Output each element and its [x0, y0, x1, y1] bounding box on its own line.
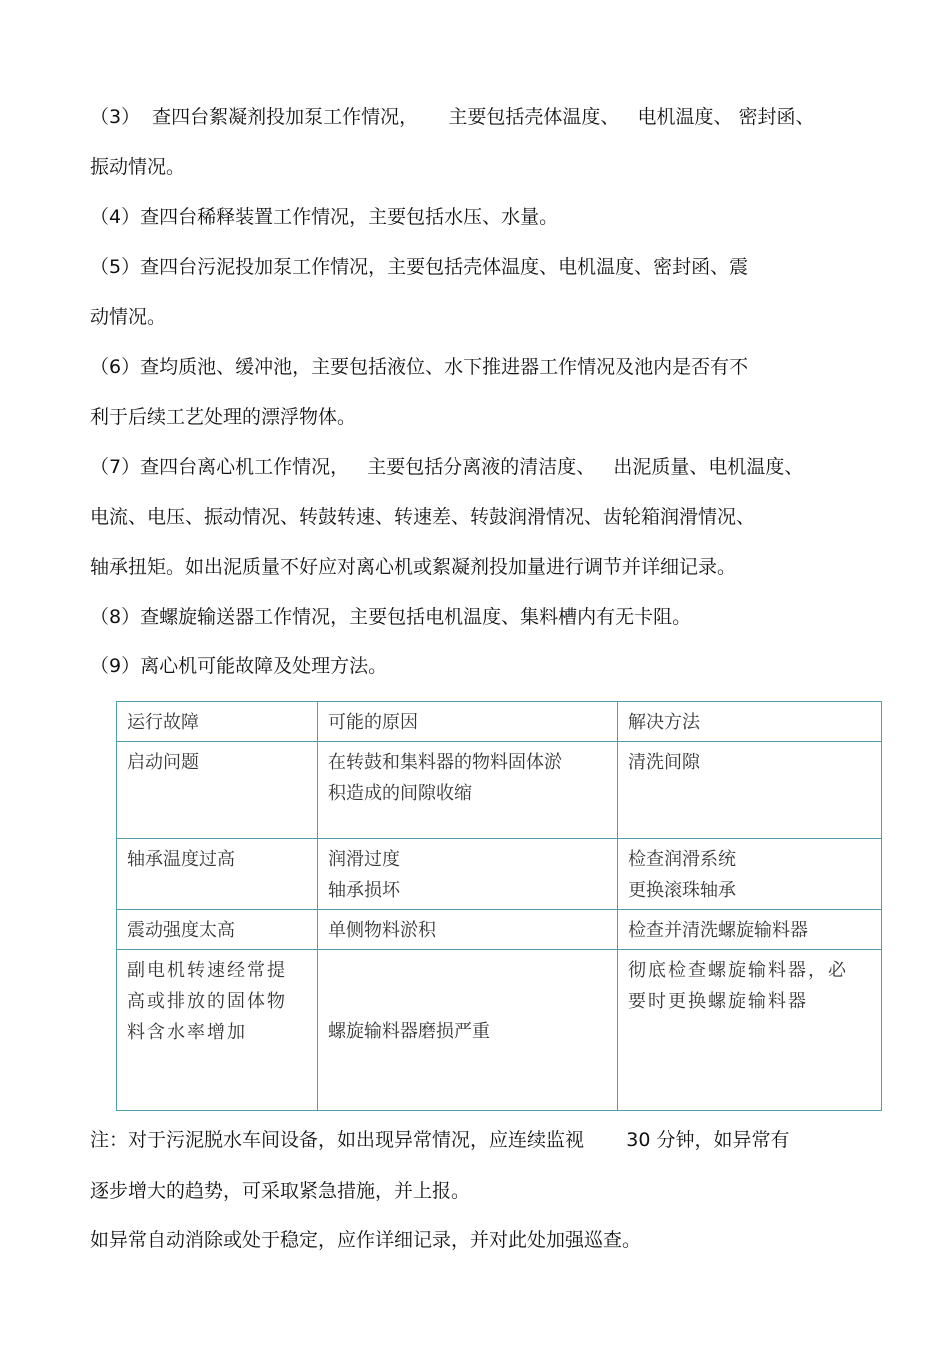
cell-cause: 螺旋输料器磨损严重 — [318, 950, 618, 1111]
header-cause: 可能的原因 — [318, 702, 618, 742]
cell-fault: 副电机转速经常提 高或排放的固体物 料含水率增加 — [117, 950, 318, 1111]
paragraph-line: 动情况。 — [90, 306, 167, 328]
header-solution: 解决方法 — [618, 702, 882, 742]
header-fault: 运行故障 — [117, 702, 318, 742]
paragraph-line: （7）查四台离心机工作情况， 主要包括分离液的清洁度、 出泥质量、电机温度、 — [90, 456, 804, 478]
table-row — [117, 950, 882, 1111]
note-line: 如异常自动消除或处于稳定，应作详细记录，并对此处加强巡查。 — [90, 1229, 642, 1251]
cell-fault: 轴承温度过高 — [117, 839, 318, 910]
cell-cause: 在转鼓和集料器的物料固体淤 积造成的间隙收缩 — [318, 742, 618, 839]
table-row — [117, 910, 882, 950]
paragraph-line: 轴承扭矩。如出泥质量不好应对离心机或絮凝剂投加量进行调节并详细记录。 — [90, 556, 737, 578]
cell-solution: 清洗间隙 — [618, 742, 882, 839]
table-row — [117, 742, 882, 839]
note-line: 逐步增大的趋势，可采取紧急措施，并上报。 — [90, 1180, 471, 1202]
paragraph-line: （4）查四台稀释装置工作情况，主要包括水压、水量。 — [90, 206, 559, 228]
fault-table — [116, 701, 848, 1104]
paragraph-line: （3） 查四台絮凝剂投加泵工作情况， 主要包括壳体温度、 电机温度、 密封函、 — [90, 106, 815, 128]
paragraph-line: 利于后续工艺处理的漂浮物体。 — [90, 406, 357, 428]
paragraph-line: 电流、电压、振动情况、转鼓转速、转速差、转鼓润滑情况、齿轮箱润滑情况、 — [90, 506, 756, 528]
table-header-row — [117, 702, 882, 742]
paragraph-line: （8）查螺旋输送器工作情况，主要包括电机温度、集料槽内有无卡阻。 — [90, 606, 692, 628]
paragraph-line: （9）离心机可能故障及处理方法。 — [90, 655, 388, 677]
paragraph-line: 振动情况。 — [90, 156, 186, 178]
cell-fault: 启动问题 — [117, 742, 318, 839]
cell-solution: 检查并清洗螺旋输料器 — [618, 910, 882, 950]
cell-cause: 润滑过度 轴承损坏 — [318, 839, 618, 910]
paragraph-line: （6）查均质池、缓冲池，主要包括液位、水下推进器工作情况及池内是否有不 — [90, 356, 749, 378]
cell-solution: 检查润滑系统 更换滚珠轴承 — [618, 839, 882, 910]
note-line: 注：对于污泥脱水车间设备，如出现异常情况，应连续监视 30 分钟，如异常有 — [90, 1129, 790, 1151]
paragraph-line: （5）查四台污泥投加泵工作情况，主要包括壳体温度、电机温度、密封函、震 — [90, 256, 749, 278]
table-row — [117, 839, 882, 910]
cell-solution: 彻底检查螺旋输料器，必 要时更换螺旋输料器 — [618, 950, 882, 1111]
cell-fault: 震动强度太高 — [117, 910, 318, 950]
cell-cause: 单侧物料淤积 — [318, 910, 618, 950]
